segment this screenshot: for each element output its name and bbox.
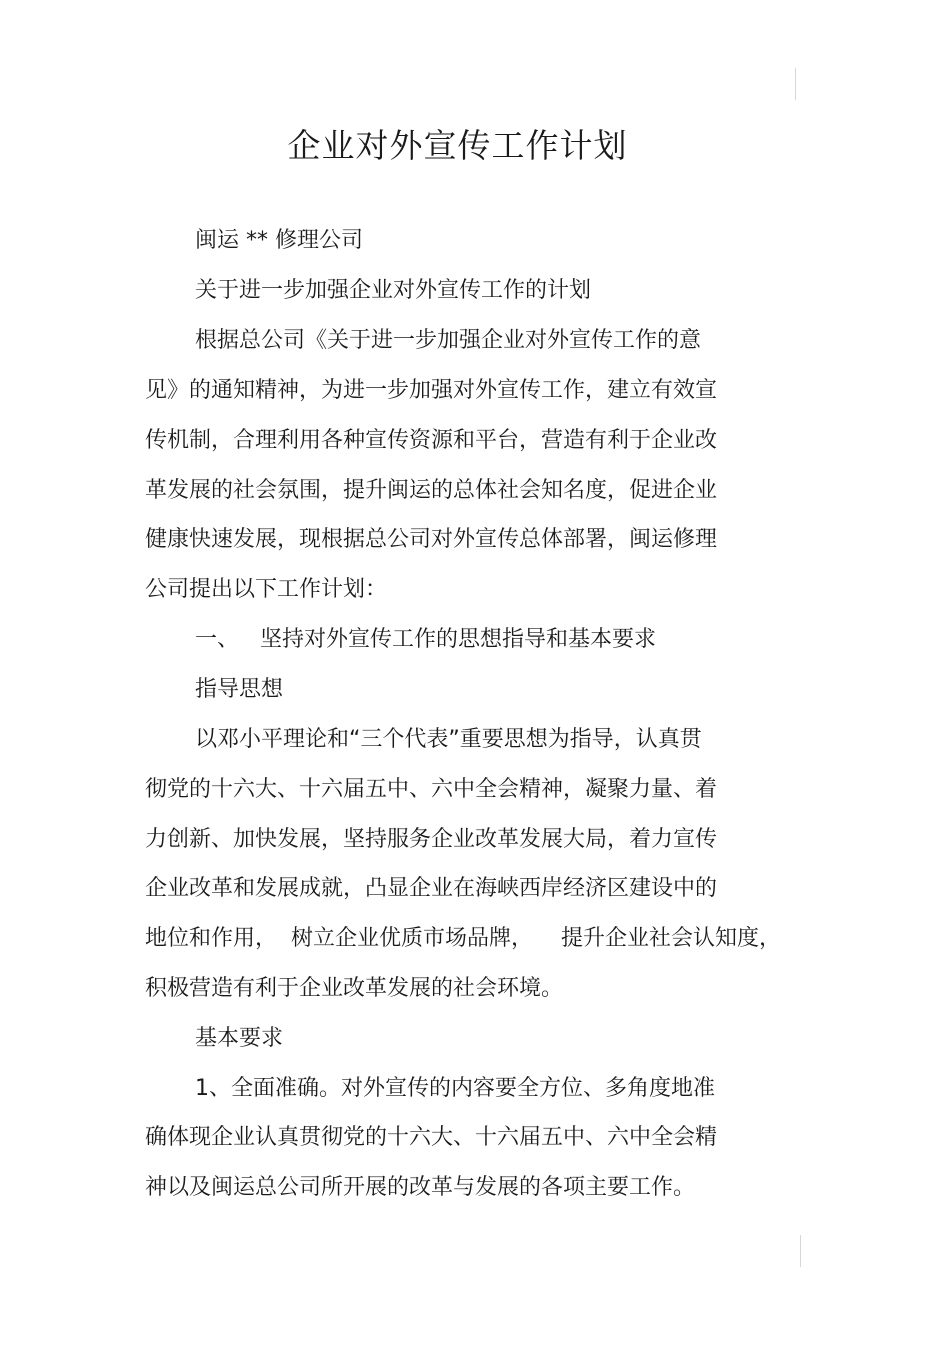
paragraph-line: 企业改革和发展成就，凸显企业在海峡西岸经济区建设中的 [145,876,718,901]
paragraph-line: 革发展的社会氛围，提升闽运的总体社会知名度，促进企业 [145,478,718,503]
paragraph-line: 积极营造有利于企业改革发展的社会环境。 [145,976,564,1001]
paragraph-line: 力创新、加快发展，坚持服务企业改革发展大局，着力宣传 [145,827,718,852]
paragraph-line: 地位和作用， 树立企业优质市场品牌， 提升企业社会认知度， [145,926,781,951]
top-right-crop-mark [795,68,796,100]
plan-heading: 关于进一步加强企业对外宣传工作的计划 [195,278,592,303]
document-title: 企业对外宣传工作计划 [287,126,628,165]
paragraph-line: 以邓小平理论和“三个代表”重要思想为指导，认真贯 [195,727,702,752]
paragraph-line: 健康快速发展，现根据总公司对外宣传总体部署，闽运修理 [145,527,718,552]
paragraph-line: 确体现企业认真贯彻党的十六大、十六届五中、六中全会精 [145,1125,718,1150]
company-name: 闽运 ** 修理公司 [195,228,363,253]
subheading-guiding-thought: 指导思想 [195,677,284,702]
section-heading-1: 一、 坚持对外宣传工作的思想指导和基本要求 [195,627,656,652]
paragraph-line: 神以及闽运总公司所开展的改革与发展的各项主要工作。 [145,1175,696,1200]
paragraph-line: 公司提出以下工作计划： [145,577,388,602]
paragraph-line: 1、全面准确。对外宣传的内容要全方位、多角度地准 [195,1076,715,1101]
paragraph-line: 彻党的十六大、十六届五中、六中全会精神，凝聚力量、着 [145,777,718,802]
paragraph-line: 见》的通知精神，为进一步加强对外宣传工作，建立有效宣 [145,378,718,403]
bottom-right-crop-mark [800,1235,801,1267]
paragraph-line: 根据总公司《关于进一步加强企业对外宣传工作的意 [195,328,702,353]
subheading-basic-requirements: 基本要求 [195,1026,284,1051]
paragraph-line: 传机制，合理利用各种宣传资源和平台，营造有利于企业改 [145,428,718,453]
